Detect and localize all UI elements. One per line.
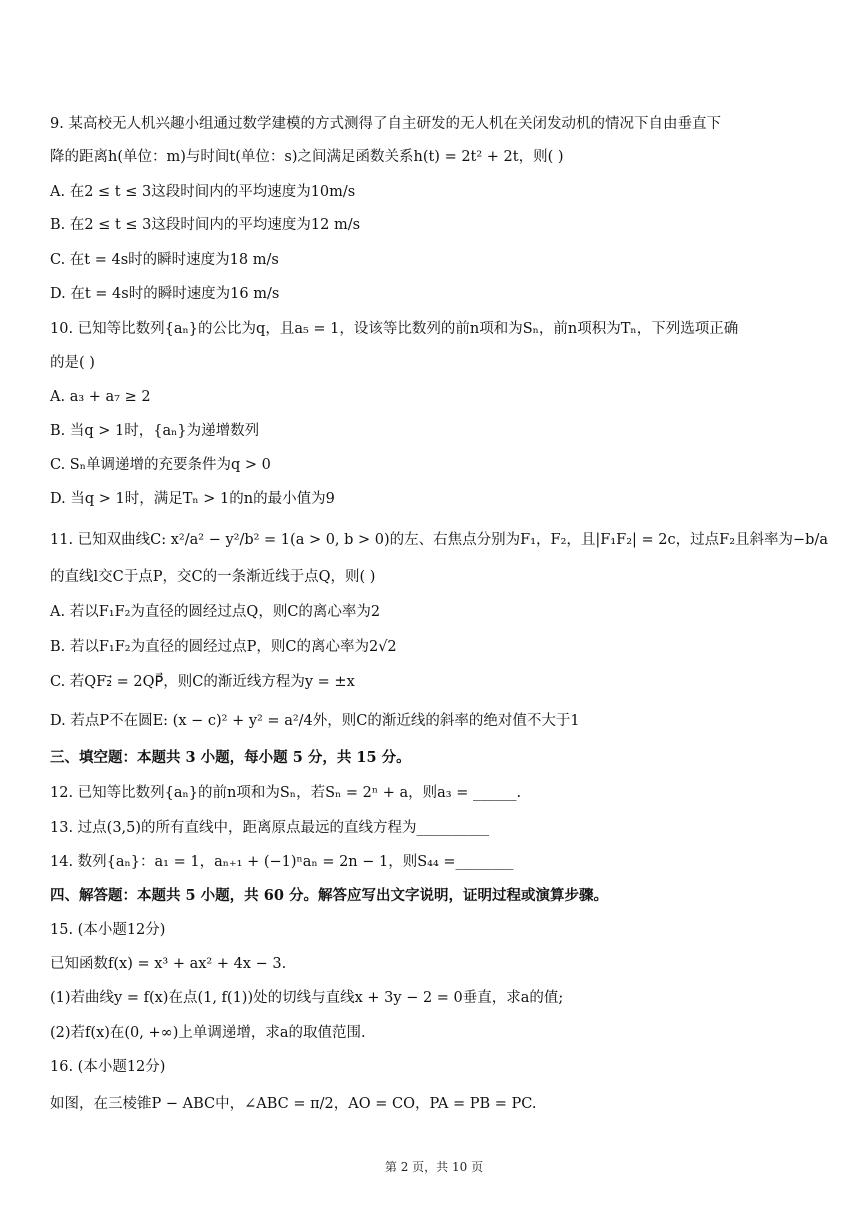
q10-option-a: A. a₃ + a₇ ≥ 2 <box>50 389 151 405</box>
q15-line-2: (1)若曲线y = f(x)在点(1, f(1))处的切线与直线x + 3y − 2 = 0垂直，求a的值; <box>50 990 564 1006</box>
q15-header: 15. (本小题12分) <box>50 922 166 938</box>
q9-stem-line-2: 降的距离h(单位：m)与时间t(单位：s)之间满足函数关系h(t) = 2t² + 2t，则( ) <box>50 149 564 165</box>
section-4-heading: 四、解答题：本题共 5 小题，共 60 分。解答应写出文字说明，证明过程或演算步骤。 <box>50 887 608 904</box>
page-footer: 第 2 页，共 10 页 <box>384 1160 484 1174</box>
q9-option-a: A. 在2 ≤ t ≤ 3这段时间内的平均速度为10m/s <box>50 184 356 200</box>
q9-option-d: D. 在t = 4s时的瞬时速度为16 m/s <box>50 286 280 302</box>
q16-header: 16. (本小题12分) <box>50 1059 166 1075</box>
q9-stem-line-1: 9. 某高校无人机兴趣小组通过数学建模的方式测得了自主研发的无人机在关闭发动机的情况下自由垂直下 <box>50 116 721 132</box>
q13-text: 13. 过点(3,5)的所有直线中，距离原点最远的直线方程为__________ <box>50 820 490 836</box>
q15-line-1: 已知函数f(x) = x³ + ax² + 4x − 3. <box>50 956 287 972</box>
q15-line-3: (2)若f(x)在(0, +∞)上单调递增，求a的取值范围. <box>50 1025 366 1041</box>
q11-option-a: A. 若以F₁F₂为直径的圆经过点Q，则C的离心率为2 <box>50 604 381 620</box>
q11-stem-line-1: 11. 已知双曲线C: x²/a² − y²/b² = 1(a > 0, b > 0)的左、右焦点分别为F₁，F₂，且|F₁F₂| = 2c，过点F₂且斜率为−b/a <box>50 532 828 548</box>
q11-option-b: B. 若以F₁F₂为直径的圆经过点P，则C的离心率为2√2 <box>50 639 397 655</box>
q10-stem-line-2: 的是( ) <box>50 355 95 371</box>
q9-option-b: B. 在2 ≤ t ≤ 3这段时间内的平均速度为12 m/s <box>50 217 361 233</box>
q14-text: 14. 数列{aₙ}：a₁ = 1，aₙ₊₁ + (−1)ⁿaₙ = 2n − 1，则S₄₄ =________ <box>50 854 514 870</box>
q11-option-c: C. 若QF₂⃗ = 2QP⃗，则C的渐近线方程为y = ±x <box>50 674 355 690</box>
q16-line-1: 如图，在三棱锥P − ABC中，∠ABC = π/2，AO = CO，PA = PB = PC. <box>50 1096 537 1112</box>
q10-option-b: B. 当q > 1时，{aₙ}为递增数列 <box>50 423 260 439</box>
q11-option-d: D. 若点P不在圆E: (x − c)² + y² = a²/4外，则C的渐近线的斜率的绝对值不大于1 <box>50 713 580 729</box>
section-3-heading: 三、填空题：本题共 3 小题，每小题 5 分，共 15 分。 <box>50 749 411 766</box>
q10-stem-line-1: 10. 已知等比数列{aₙ}的公比为q，且a₅ = 1，设该等比数列的前n项和为Sₙ，前n项积为Tₙ，下列选项正确 <box>50 321 739 337</box>
q10-option-c: C. Sₙ单调递增的充要条件为q > 0 <box>50 457 271 473</box>
q9-option-c: C. 在t = 4s时的瞬时速度为18 m/s <box>50 252 279 268</box>
q12-text: 12. 已知等比数列{aₙ}的前n项和为Sₙ，若Sₙ = 2ⁿ + a，则a₃ = ______. <box>50 785 522 801</box>
q10-option-d: D. 当q > 1时，满足Tₙ > 1的n的最小值为9 <box>50 491 335 507</box>
q11-stem-line-2: 的直线l交C于点P，交C的一条渐近线于点Q，则( ) <box>50 569 376 585</box>
